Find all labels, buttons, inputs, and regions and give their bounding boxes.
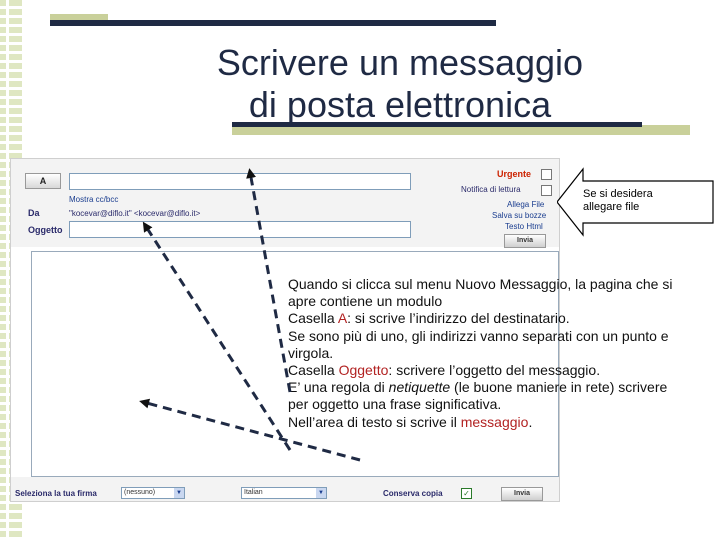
arrow-to-body (143, 402, 360, 460)
netiquette-term: netiquette (388, 379, 451, 396)
callout-text: Se si desidera allegare file (583, 188, 653, 213)
arrow-to-subject (145, 225, 290, 450)
highlight-subject: Oggetto (338, 362, 389, 379)
save-draft-link[interactable]: Salva su bozze (492, 211, 547, 220)
from-label: Da (28, 208, 40, 218)
to-button[interactable]: A (25, 173, 61, 189)
keep-copy-label: Conserva copia (383, 489, 443, 498)
title-line-2: di posta elettronica (248, 84, 552, 125)
paragraph: Se sono più di uno, gli indirizzi vanno separati con un punto e virgola. (288, 327, 669, 361)
keep-copy-checkbox[interactable]: ✓ (461, 488, 472, 499)
show-cc-bcc-link[interactable]: Mostra cc/bcc (69, 195, 119, 204)
paragraph: E’ una regola di netiquette (le buone maniere in rete) scrivere per oggetto una frase significativa. (288, 379, 668, 413)
highlight-message: messaggio (460, 413, 529, 430)
read-receipt-label: Notifica di lettura (461, 185, 521, 194)
html-text-link[interactable]: Testo Html (505, 222, 543, 231)
send-button[interactable]: Invia (504, 234, 546, 248)
signature-value: (nessuno) (124, 489, 156, 496)
urgent-label: Urgente (497, 169, 532, 179)
paragraph: Casella A: si scrive l’indirizzo del destinatario. (288, 310, 570, 327)
language-value: Italian (244, 489, 263, 496)
chevron-down-icon: ▼ (174, 488, 184, 498)
subject-label: Oggetto (28, 225, 63, 235)
attach-file-link[interactable]: Allega File (507, 200, 545, 209)
send-button-bottom[interactable]: Invia (501, 487, 543, 501)
signature-label: Seleziona la tua firma (15, 489, 97, 498)
chevron-down-icon: ▼ (316, 488, 326, 498)
arrow-to-field (250, 172, 290, 392)
paragraph: Nell’area di testo si scrive il messaggio. (288, 413, 533, 430)
highlight-to: A (337, 310, 348, 327)
from-value: "kocevar@diflo.it" <kocevar@diflo.it> (69, 209, 201, 218)
paragraph: Quando si clicca sul menu Nuovo Messaggio, la pagina che si apre contiene un modulo (288, 276, 673, 310)
title-line-1: Scrivere un messaggio (216, 42, 584, 83)
paragraph: Casella Oggetto: scrivere l’oggetto del messaggio. (288, 362, 601, 379)
